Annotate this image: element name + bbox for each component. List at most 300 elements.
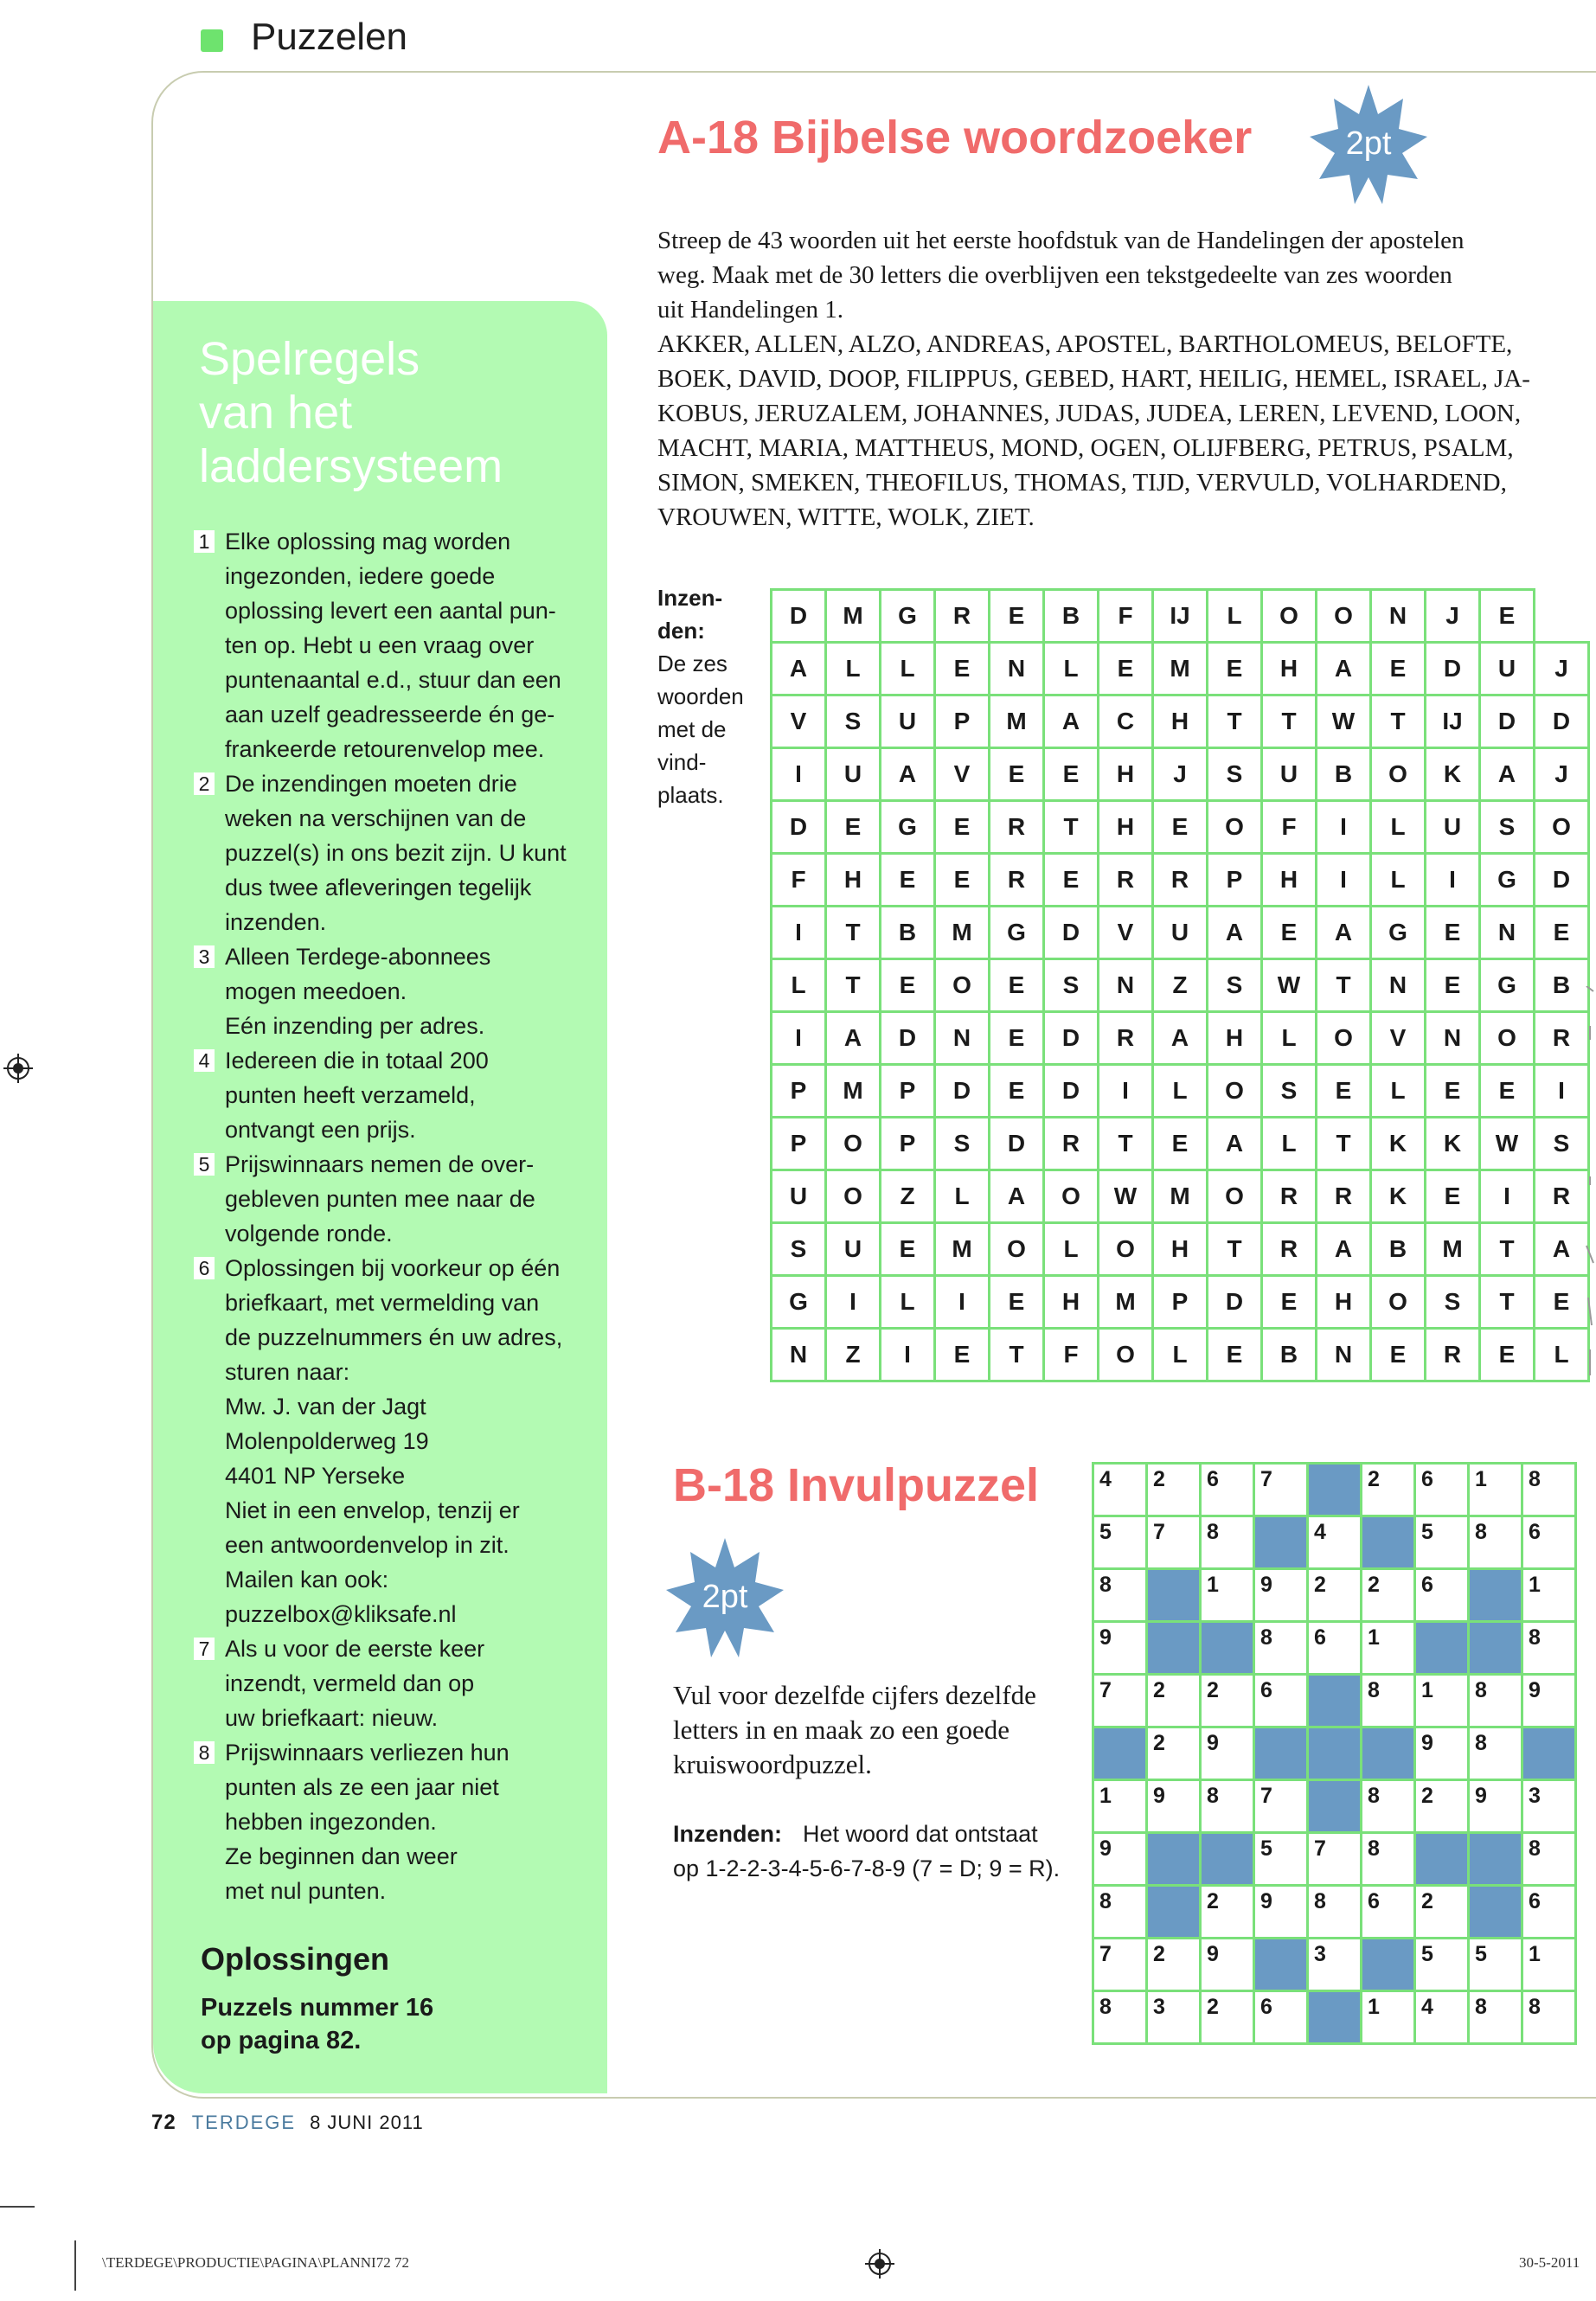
grid-letter-cell[interactable]: V — [935, 748, 990, 801]
grid-letter-cell[interactable]: T — [1208, 1223, 1262, 1276]
grid-letter-cell[interactable]: E — [1426, 959, 1480, 1012]
grid-letter-cell[interactable]: D — [1480, 695, 1535, 748]
grid-letter-cell[interactable]: E — [1535, 1276, 1589, 1329]
grid-letter-cell[interactable]: O — [1371, 748, 1426, 801]
grid-letter-cell[interactable]: L — [1153, 1329, 1208, 1381]
grid-letter-cell[interactable]: U — [1153, 907, 1208, 959]
grid-number-cell[interactable] — [1093, 1675, 1147, 1727]
grid-letter-cell[interactable]: M — [1153, 1170, 1208, 1223]
grid-number-cell[interactable] — [1093, 1516, 1147, 1569]
grid-letter-cell[interactable]: V — [1371, 1012, 1426, 1065]
grid-number-cell[interactable] — [1147, 1675, 1201, 1727]
grid-letter-cell[interactable]: D — [1044, 1012, 1099, 1065]
grid-letter-cell[interactable]: S — [1480, 801, 1535, 854]
grid-letter-cell[interactable]: T — [990, 1329, 1044, 1381]
grid-letter-cell[interactable]: M — [1153, 643, 1208, 695]
grid-number-cell[interactable] — [1362, 1569, 1415, 1622]
grid-letter-cell[interactable]: E — [990, 590, 1044, 643]
grid-letter-cell[interactable]: E — [990, 959, 1044, 1012]
grid-letter-cell[interactable]: I — [881, 1329, 935, 1381]
grid-letter-cell[interactable]: C — [1099, 695, 1153, 748]
grid-number-cell[interactable] — [1093, 1991, 1147, 2044]
grid-number-cell[interactable] — [1522, 1622, 1576, 1675]
grid-number-cell[interactable] — [1147, 1780, 1201, 1833]
grid-letter-cell[interactable]: L — [881, 1276, 935, 1329]
grid-letter-cell[interactable]: A — [826, 1012, 881, 1065]
grid-letter-cell[interactable]: L — [935, 1170, 990, 1223]
grid-number-cell[interactable] — [1522, 1991, 1576, 2044]
grid-letter-cell[interactable]: P — [1153, 1276, 1208, 1329]
grid-letter-cell[interactable]: E — [1044, 854, 1099, 907]
grid-number-cell[interactable] — [1362, 1622, 1415, 1675]
grid-number-cell[interactable] — [1201, 1886, 1254, 1939]
grid-letter-cell[interactable]: K — [1371, 1170, 1426, 1223]
grid-letter-cell[interactable]: E — [1153, 801, 1208, 854]
grid-number-cell[interactable] — [1522, 1886, 1576, 1939]
grid-number-cell[interactable] — [1254, 1991, 1308, 2044]
grid-letter-cell[interactable]: O — [1208, 1170, 1262, 1223]
grid-letter-cell[interactable]: E — [990, 1065, 1044, 1118]
grid-letter-cell[interactable]: W — [1480, 1118, 1535, 1170]
grid-letter-cell[interactable]: G — [772, 1276, 826, 1329]
grid-letter-cell[interactable]: L — [1262, 1012, 1317, 1065]
grid-letter-cell[interactable]: S — [772, 1223, 826, 1276]
grid-letter-cell[interactable]: T — [826, 907, 881, 959]
grid-letter-cell[interactable]: O — [1099, 1329, 1153, 1381]
grid-number-cell[interactable] — [1093, 1939, 1147, 1991]
grid-letter-cell[interactable]: A — [1480, 748, 1535, 801]
grid-letter-cell[interactable]: J — [1535, 748, 1589, 801]
grid-letter-cell[interactable]: A — [1153, 1012, 1208, 1065]
grid-letter-cell[interactable]: H — [1262, 854, 1317, 907]
grid-letter-cell[interactable]: E — [1262, 907, 1317, 959]
grid-letter-cell[interactable]: I — [1317, 801, 1371, 854]
grid-number-cell[interactable] — [1093, 1569, 1147, 1622]
grid-letter-cell[interactable]: E — [935, 1329, 990, 1381]
grid-letter-cell[interactable]: N — [1317, 1329, 1371, 1381]
grid-letter-cell[interactable]: D — [772, 801, 826, 854]
grid-letter-cell[interactable]: R — [1535, 1012, 1589, 1065]
grid-letter-cell[interactable]: E — [1099, 643, 1153, 695]
grid-number-cell[interactable] — [1147, 1727, 1201, 1780]
grid-letter-cell[interactable]: I — [826, 1276, 881, 1329]
grid-letter-cell[interactable]: S — [1208, 748, 1262, 801]
grid-letter-cell[interactable]: B — [1535, 959, 1589, 1012]
grid-letter-cell[interactable]: O — [1099, 1223, 1153, 1276]
grid-letter-cell[interactable]: E — [935, 801, 990, 854]
grid-letter-cell[interactable]: R — [1262, 1223, 1317, 1276]
grid-letter-cell[interactable]: S — [1208, 959, 1262, 1012]
grid-letter-cell[interactable]: E — [881, 1223, 935, 1276]
grid-letter-cell[interactable]: L — [772, 959, 826, 1012]
grid-letter-cell[interactable]: R — [990, 801, 1044, 854]
grid-row — [1093, 1833, 1576, 1886]
grid-letter-cell[interactable]: L — [1535, 1329, 1589, 1381]
grid-letter-cell[interactable]: M — [935, 907, 990, 959]
grid-letter-cell[interactable]: H — [1208, 1012, 1262, 1065]
grid-number-cell[interactable] — [1201, 1727, 1254, 1780]
grid-letter-cell[interactable]: L — [1371, 854, 1426, 907]
grid-number-cell[interactable] — [1469, 1516, 1522, 1569]
grid-letter-cell[interactable]: T — [1317, 1118, 1371, 1170]
grid-letter-cell[interactable]: O — [1044, 1170, 1099, 1223]
grid-letter-cell[interactable]: F — [1044, 1329, 1099, 1381]
grid-letter-cell[interactable]: G — [990, 907, 1044, 959]
grid-letter-cell[interactable]: B — [1262, 1329, 1317, 1381]
grid-letter-cell[interactable]: N — [772, 1329, 826, 1381]
grid-number-cell[interactable] — [1254, 1464, 1308, 1516]
grid-letter-cell[interactable]: U — [772, 1170, 826, 1223]
grid-letter-cell[interactable]: U — [826, 1223, 881, 1276]
grid-letter-cell[interactable]: B — [1371, 1223, 1426, 1276]
grid-letter-cell[interactable]: I — [1535, 1065, 1589, 1118]
grid-letter-cell[interactable]: E — [1208, 643, 1262, 695]
grid-letter-cell[interactable]: S — [1535, 1118, 1589, 1170]
grid-letter-cell[interactable]: R — [1099, 854, 1153, 907]
grid-letter-cell[interactable]: U — [1480, 643, 1535, 695]
grid-letter-cell[interactable]: N — [1371, 590, 1426, 643]
grid-letter-cell[interactable]: E — [1153, 1118, 1208, 1170]
grid-letter-cell[interactable]: G — [1480, 854, 1535, 907]
grid-letter-cell[interactable]: Z — [881, 1170, 935, 1223]
grid-letter-cell[interactable]: I — [772, 1012, 826, 1065]
grid-number-cell[interactable] — [1201, 1939, 1254, 1991]
grid-letter-cell[interactable]: IJ — [1153, 590, 1208, 643]
grid-letter-cell[interactable]: E — [826, 801, 881, 854]
grid-number-cell[interactable] — [1147, 1464, 1201, 1516]
grid-number-cell[interactable] — [1254, 1886, 1308, 1939]
grid-letter-cell[interactable]: M — [826, 590, 881, 643]
grid-letter-cell[interactable]: P — [881, 1065, 935, 1118]
grid-letter-cell[interactable]: L — [881, 643, 935, 695]
grid-letter-cell[interactable]: N — [935, 1012, 990, 1065]
grid-number-cell[interactable] — [1415, 1675, 1469, 1727]
grid-number-cell[interactable] — [1093, 1833, 1147, 1886]
grid-letter-cell[interactable]: P — [1208, 854, 1262, 907]
grid-letter-cell[interactable]: O — [1480, 1012, 1535, 1065]
grid-number-cell[interactable] — [1147, 1516, 1201, 1569]
grid-letter-cell[interactable]: L — [826, 643, 881, 695]
grid-letter-cell[interactable]: A — [990, 1170, 1044, 1223]
grid-letter-cell[interactable]: O — [1317, 590, 1371, 643]
grid-letter-cell[interactable]: L — [1371, 1065, 1426, 1118]
grid-number-cell[interactable] — [1469, 1727, 1522, 1780]
grid-number-cell[interactable] — [1254, 1780, 1308, 1833]
grid-letter-cell[interactable]: R — [935, 590, 990, 643]
grid-number-cell[interactable] — [1415, 1569, 1469, 1622]
grid-letter-cell[interactable]: I — [1099, 1065, 1153, 1118]
grid-letter-cell[interactable]: R — [990, 854, 1044, 907]
grid-letter-cell[interactable]: H — [826, 854, 881, 907]
grid-letter-cell[interactable]: E — [1426, 1065, 1480, 1118]
grid-letter-cell[interactable]: W — [1262, 959, 1317, 1012]
grid-letter-cell[interactable]: D — [1044, 1065, 1099, 1118]
grid-letter-cell[interactable]: K — [1426, 748, 1480, 801]
grid-letter-cell[interactable]: I — [935, 1276, 990, 1329]
grid-letter-cell[interactable]: T — [1262, 695, 1317, 748]
grid-number-cell[interactable] — [1201, 1991, 1254, 2044]
grid-letter-cell[interactable]: E — [990, 748, 1044, 801]
grid-number-cell[interactable] — [1469, 1675, 1522, 1727]
grid-number-cell[interactable] — [1254, 1833, 1308, 1886]
grid-number-cell[interactable] — [1522, 1516, 1576, 1569]
grid-letter-cell[interactable]: G — [1371, 907, 1426, 959]
grid-letter-cell[interactable]: R — [1426, 1329, 1480, 1381]
grid-number-cell[interactable] — [1362, 1833, 1415, 1886]
grid-number-cell[interactable] — [1415, 1464, 1469, 1516]
grid-letter-cell[interactable]: S — [1426, 1276, 1480, 1329]
grid-letter-cell[interactable]: E — [1426, 1170, 1480, 1223]
grid-number-cell[interactable] — [1522, 1569, 1576, 1622]
grid-letter-cell[interactable]: M — [1426, 1223, 1480, 1276]
grid-letter-cell[interactable]: T — [826, 959, 881, 1012]
grid-letter-cell[interactable]: N — [990, 643, 1044, 695]
grid-number-cell[interactable] — [1415, 1727, 1469, 1780]
grid-number-cell[interactable] — [1308, 1516, 1362, 1569]
grid-letter-cell[interactable]: R — [1262, 1170, 1317, 1223]
grid-number-cell[interactable] — [1093, 1886, 1147, 1939]
grid-letter-cell[interactable]: A — [1317, 643, 1371, 695]
grid-letter-cell[interactable]: A — [1535, 1223, 1589, 1276]
grid-number-cell[interactable] — [1469, 1780, 1522, 1833]
grid-letter-cell[interactable]: O — [1535, 801, 1589, 854]
grid-letter-cell[interactable]: A — [772, 643, 826, 695]
grid-number-cell[interactable] — [1362, 1886, 1415, 1939]
grid-letter-cell[interactable]: O — [935, 959, 990, 1012]
grid-letter-cell[interactable]: F — [1099, 590, 1153, 643]
grid-letter-cell[interactable]: V — [1099, 907, 1153, 959]
grid-letter-cell[interactable]: L — [1371, 801, 1426, 854]
grid-letter-cell[interactable]: I — [772, 748, 826, 801]
grid-letter-cell[interactable]: R — [1044, 1118, 1099, 1170]
grid-letter-cell[interactable]: T — [1480, 1223, 1535, 1276]
grid-number-cell[interactable] — [1469, 1991, 1522, 2044]
grid-letter-cell[interactable]: G — [881, 801, 935, 854]
grid-number-cell[interactable] — [1147, 1991, 1201, 2044]
grid-letter-cell[interactable]: P — [772, 1118, 826, 1170]
grid-number-cell[interactable] — [1093, 1780, 1147, 1833]
grid-letter-cell[interactable]: D — [990, 1118, 1044, 1170]
grid-number-cell[interactable] — [1308, 1833, 1362, 1886]
grid-number-cell[interactable] — [1522, 1675, 1576, 1727]
grid-letter-cell[interactable]: L — [1153, 1065, 1208, 1118]
grid-letter-cell[interactable]: A — [1044, 695, 1099, 748]
grid-number-cell[interactable] — [1362, 1991, 1415, 2044]
grid-letter-cell[interactable]: N — [1426, 1012, 1480, 1065]
grid-number-cell[interactable] — [1147, 1939, 1201, 1991]
grid-letter-cell[interactable]: E — [1480, 1329, 1535, 1381]
grid-number-cell[interactable] — [1201, 1569, 1254, 1622]
grid-letter-cell[interactable]: E — [990, 1012, 1044, 1065]
grid-letter-cell[interactable]: D — [1208, 1276, 1262, 1329]
grid-letter-cell[interactable]: G — [881, 590, 935, 643]
grid-letter-cell[interactable]: E — [1371, 1329, 1426, 1381]
grid-letter-cell[interactable]: E — [1317, 1065, 1371, 1118]
grid-letter-cell[interactable]: B — [881, 907, 935, 959]
grid-letter-cell[interactable]: E — [881, 959, 935, 1012]
grid-letter-cell[interactable]: T — [1099, 1118, 1153, 1170]
grid-letter-cell[interactable]: W — [1317, 695, 1371, 748]
grid-letter-cell[interactable]: E — [935, 854, 990, 907]
grid-number-cell[interactable] — [1522, 1939, 1576, 1991]
grid-number-cell[interactable] — [1362, 1675, 1415, 1727]
grid-letter-cell[interactable]: T — [1480, 1276, 1535, 1329]
grid-letter-cell[interactable]: U — [1262, 748, 1317, 801]
grid-letter-cell[interactable]: IJ — [1426, 695, 1480, 748]
grid-number-cell[interactable] — [1254, 1675, 1308, 1727]
grid-number-cell[interactable] — [1254, 1622, 1308, 1675]
grid-number-cell[interactable] — [1415, 1780, 1469, 1833]
grid-letter-cell[interactable]: S — [826, 695, 881, 748]
grid-letter-cell[interactable]: O — [1371, 1276, 1426, 1329]
grid-letter-cell[interactable]: B — [1044, 590, 1099, 643]
grid-letter-cell[interactable]: U — [1426, 801, 1480, 854]
grid-letter-cell[interactable]: S — [1262, 1065, 1317, 1118]
grid-number-cell[interactable] — [1201, 1516, 1254, 1569]
grid-letter-cell[interactable]: J — [1426, 590, 1480, 643]
grid-letter-cell[interactable]: L — [1044, 643, 1099, 695]
grid-letter-cell[interactable]: O — [826, 1118, 881, 1170]
grid-letter-cell[interactable]: O — [1262, 590, 1317, 643]
grid-letter-cell[interactable]: E — [1262, 1276, 1317, 1329]
grid-letter-cell[interactable]: K — [1426, 1118, 1480, 1170]
grid-letter-cell[interactable]: N — [1480, 907, 1535, 959]
grid-number-cell[interactable] — [1362, 1780, 1415, 1833]
grid-letter-cell[interactable]: D — [1044, 907, 1099, 959]
grid-number-cell[interactable] — [1093, 1622, 1147, 1675]
grid-letter-cell[interactable]: R — [1153, 854, 1208, 907]
grid-letter-cell[interactable]: A — [1208, 1118, 1262, 1170]
grid-letter-cell[interactable]: I — [772, 907, 826, 959]
grid-number-cell[interactable] — [1415, 1939, 1469, 1991]
grid-letter-cell[interactable]: I — [1426, 854, 1480, 907]
grid-number-cell[interactable] — [1522, 1780, 1576, 1833]
grid-letter-cell[interactable]: D — [1535, 854, 1589, 907]
grid-letter-cell[interactable]: E — [1044, 748, 1099, 801]
grid-letter-cell[interactable]: O — [1208, 801, 1262, 854]
grid-number-cell[interactable] — [1415, 1886, 1469, 1939]
grid-number-cell[interactable] — [1201, 1464, 1254, 1516]
grid-letter-cell[interactable]: P — [772, 1065, 826, 1118]
grid-number-cell[interactable] — [1093, 1464, 1147, 1516]
grid-letter-cell[interactable]: O — [826, 1170, 881, 1223]
grid-letter-cell[interactable]: T — [1371, 695, 1426, 748]
grid-number-cell[interactable] — [1362, 1464, 1415, 1516]
grid-letter-cell[interactable]: F — [772, 854, 826, 907]
grid-number-cell[interactable] — [1308, 1939, 1362, 1991]
grid-number-cell[interactable] — [1254, 1569, 1308, 1622]
grid-letter-cell[interactable]: N — [1371, 959, 1426, 1012]
grid-letter-cell[interactable]: T — [1317, 959, 1371, 1012]
grid-letter-cell[interactable]: B — [1317, 748, 1371, 801]
grid-letter-cell[interactable]: M — [990, 695, 1044, 748]
grid-letter-cell[interactable]: H — [1153, 1223, 1208, 1276]
grid-number-cell[interactable] — [1201, 1675, 1254, 1727]
grid-letter-cell[interactable]: E — [1208, 1329, 1262, 1381]
grid-letter-cell[interactable]: I — [1480, 1170, 1535, 1223]
grid-letter-cell[interactable]: M — [826, 1065, 881, 1118]
grid-letter-cell[interactable]: Z — [1153, 959, 1208, 1012]
grid-letter-cell[interactable]: S — [935, 1118, 990, 1170]
grid-letter-cell[interactable]: E — [881, 854, 935, 907]
grid-letter-cell[interactable]: H — [1262, 643, 1317, 695]
grid-letter-cell[interactable]: R — [1535, 1170, 1589, 1223]
grid-letter-cell[interactable]: H — [1099, 748, 1153, 801]
grid-letter-cell[interactable]: L — [1262, 1118, 1317, 1170]
grid-number-cell[interactable] — [1522, 1464, 1576, 1516]
grid-letter-cell[interactable]: U — [826, 748, 881, 801]
grid-letter-cell[interactable]: P — [935, 695, 990, 748]
grid-letter-cell[interactable]: P — [881, 1118, 935, 1170]
grid-letter-cell[interactable]: H — [1153, 695, 1208, 748]
grid-letter-cell[interactable]: K — [1371, 1118, 1426, 1170]
grid-letter-cell[interactable]: R — [1099, 1012, 1153, 1065]
grid-letter-cell[interactable]: M — [935, 1223, 990, 1276]
grid-number-cell[interactable] — [1308, 1569, 1362, 1622]
grid-letter-cell[interactable]: H — [1044, 1276, 1099, 1329]
grid-letter-cell[interactable]: E — [1371, 643, 1426, 695]
grid-letter-cell[interactable]: T — [1044, 801, 1099, 854]
grid-letter-cell[interactable]: L — [1044, 1223, 1099, 1276]
grid-letter-cell[interactable]: E — [1535, 907, 1589, 959]
grid-letter-cell[interactable]: Z — [826, 1329, 881, 1381]
grid-number-cell[interactable] — [1522, 1833, 1576, 1886]
grid-letter-cell[interactable]: D — [1426, 643, 1480, 695]
grid-number-cell[interactable] — [1469, 1939, 1522, 1991]
grid-letter-cell[interactable]: H — [1099, 801, 1153, 854]
grid-letter-cell[interactable]: A — [1208, 907, 1262, 959]
grid-letter-cell[interactable]: I — [1317, 854, 1371, 907]
grid-number-cell[interactable] — [1415, 1516, 1469, 1569]
grid-letter-cell[interactable]: F — [1262, 801, 1317, 854]
grid-number-cell[interactable] — [1201, 1780, 1254, 1833]
grid-letter-cell[interactable]: O — [990, 1223, 1044, 1276]
grid-letter-cell[interactable]: A — [1317, 907, 1371, 959]
grid-number-cell[interactable] — [1415, 1991, 1469, 2044]
grid-letter-cell[interactable]: E — [1480, 1065, 1535, 1118]
grid-letter-cell[interactable]: D — [1535, 695, 1589, 748]
grid-letter-cell[interactable]: L — [1208, 590, 1262, 643]
grid-letter-cell[interactable]: O — [1208, 1065, 1262, 1118]
grid-letter-cell[interactable]: H — [1317, 1276, 1371, 1329]
grid-letter-cell[interactable]: W — [1099, 1170, 1153, 1223]
grid-letter-cell[interactable]: J — [1153, 748, 1208, 801]
grid-letter-cell[interactable]: R — [1317, 1170, 1371, 1223]
grid-letter-cell[interactable]: T — [1208, 695, 1262, 748]
grid-letter-cell[interactable]: O — [1317, 1012, 1371, 1065]
grid-letter-cell[interactable]: G — [1480, 959, 1535, 1012]
grid-letter-cell[interactable]: D — [935, 1065, 990, 1118]
grid-number-cell[interactable] — [1308, 1622, 1362, 1675]
grid-letter-cell[interactable]: E — [1480, 590, 1535, 643]
grid-letter-cell[interactable]: M — [1099, 1276, 1153, 1329]
grid-letter-cell[interactable]: J — [1535, 643, 1589, 695]
grid-letter-cell[interactable]: E — [935, 643, 990, 695]
grid-letter-cell[interactable]: A — [881, 748, 935, 801]
grid-number: 7 — [1314, 1836, 1326, 1861]
grid-letter-cell[interactable]: N — [1099, 959, 1153, 1012]
grid-letter-cell[interactable]: S — [1044, 959, 1099, 1012]
grid-letter-cell[interactable]: D — [881, 1012, 935, 1065]
grid-letter-cell[interactable]: E — [1426, 907, 1480, 959]
grid-number-cell[interactable] — [1308, 1886, 1362, 1939]
grid-letter-cell[interactable]: E — [990, 1276, 1044, 1329]
grid-number-cell[interactable] — [1469, 1464, 1522, 1516]
grid-letter-cell[interactable]: U — [881, 695, 935, 748]
grid-letter-cell[interactable]: A — [1317, 1223, 1371, 1276]
grid-letter-cell[interactable]: V — [772, 695, 826, 748]
grid-letter-cell[interactable]: D — [772, 590, 826, 643]
